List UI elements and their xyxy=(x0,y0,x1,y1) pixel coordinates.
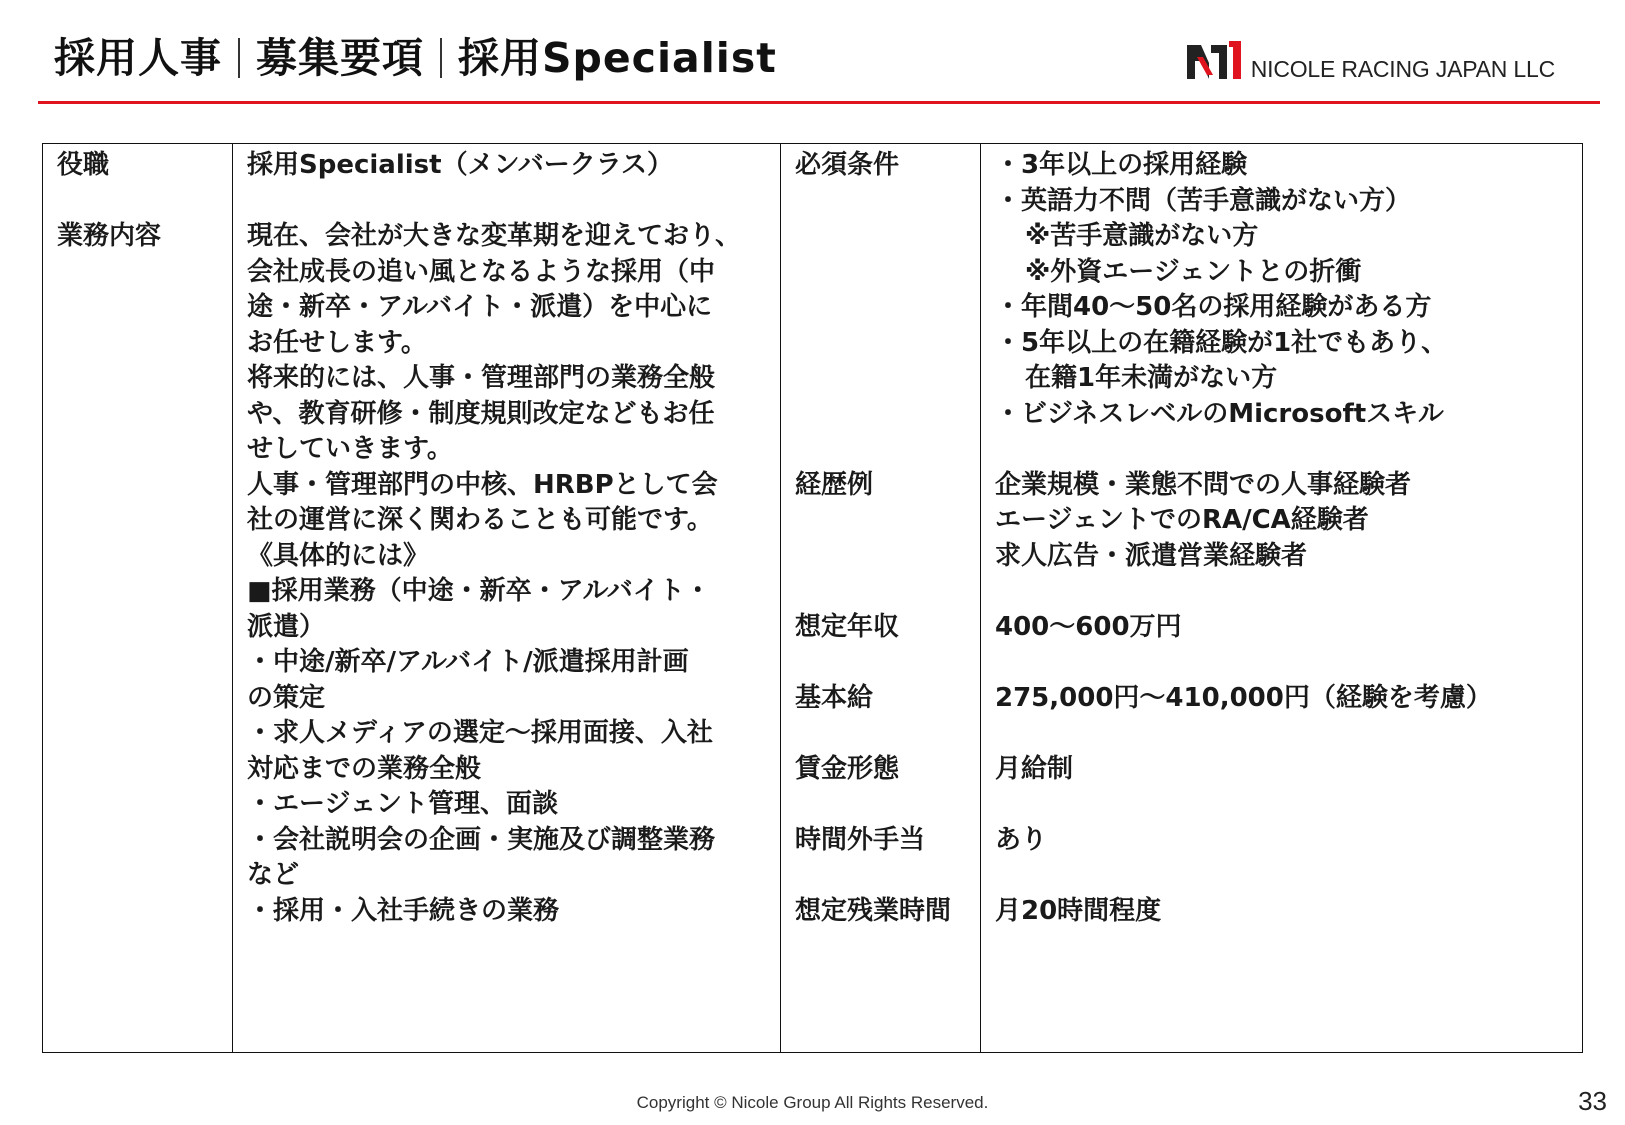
overtime-hours-label: 想定残業時間 xyxy=(795,895,952,926)
wage-type-value: 月給制 xyxy=(995,753,1074,784)
content-column-right xyxy=(981,144,1583,1053)
duties-line: や、教育研修・制度規則改定などもお任 xyxy=(247,398,715,429)
duties-text xyxy=(247,219,766,929)
role-label: 役職 xyxy=(57,150,110,180)
career-line: 求人広告・派遣営業経験者 xyxy=(995,540,1308,571)
duties-line: 人事・管理部門の中核、HRBPとして会 xyxy=(247,469,718,500)
company-logo xyxy=(1187,38,1555,83)
duties-line: の策定 xyxy=(247,682,326,713)
wage-type-label: 賃金形態 xyxy=(795,753,900,784)
requirement-line: ・年間40～50名の採用経験がある方 xyxy=(995,292,1432,322)
duties-label: 業務内容 xyxy=(57,221,162,251)
page-title xyxy=(54,30,777,86)
logo-text: NICOLE RACING JAPAN LLC xyxy=(1250,56,1555,82)
duties-line: 会社成長の追い風となるような採用（中 xyxy=(247,256,716,287)
base-salary-value: 275,000円～410,000円（経験を考慮） xyxy=(995,682,1492,713)
requirement-line: ※苦手意識がない方 xyxy=(1025,221,1259,251)
career-text xyxy=(995,468,1568,575)
duties-line: ・中途/新卒/アルバイト/派遣採用計画 xyxy=(247,647,689,677)
duties-line: 将来的には、人事・管理部門の業務全般 xyxy=(247,363,716,393)
requirement-line: ・3年以上の採用経験 xyxy=(995,150,1248,180)
duties-line: など xyxy=(247,860,300,890)
duties-line: ・採用・入社手続きの業務 xyxy=(247,895,560,926)
nicole-logo-icon xyxy=(1187,41,1241,81)
duties-line: 社の運営に深く関わることも可能です。 xyxy=(247,505,713,535)
duties-line: せしていきます。 xyxy=(247,434,453,464)
title-separator xyxy=(238,38,240,78)
duties-line: ・求人メディアの選定～採用面接、入社 xyxy=(247,718,713,748)
requirement-line: ・ビジネスレベルのMicrosoftスキル xyxy=(995,398,1444,429)
overtime-hours-value: 月20時間程度 xyxy=(995,895,1162,926)
title-separator xyxy=(440,38,442,78)
header-divider xyxy=(38,101,1600,104)
duties-line: ・エージェント管理、面談 xyxy=(247,789,558,819)
career-line: 企業規模・業態不問での人事経験者 xyxy=(995,469,1412,500)
career-label: 経歴例 xyxy=(795,469,874,500)
title-part-requirements: 募集要項 xyxy=(256,34,424,82)
title-part-position: 採用Specialist xyxy=(458,34,777,82)
page-number: 33 xyxy=(1578,1086,1607,1116)
overtime-label: 時間外手当 xyxy=(795,824,926,855)
duties-line: 派遣） xyxy=(247,611,326,642)
title-part-hr: 採用人事 xyxy=(54,34,222,82)
duties-line: お任せします。 xyxy=(247,327,427,358)
duties-line: ■採用業務（中途・新卒・アルバイト・ xyxy=(247,576,711,606)
overtime-value: あり xyxy=(995,824,1048,855)
requirements-label: 必須条件 xyxy=(795,150,900,180)
content-column xyxy=(233,144,781,1053)
requirements-text xyxy=(995,148,1568,432)
career-line: エージェントでのRA/CA経験者 xyxy=(995,505,1369,535)
requirement-line: 在籍1年未満がない方 xyxy=(1025,363,1278,393)
duties-line: 途・新卒・アルバイト・派遣）を中心に xyxy=(247,292,713,322)
role-value: 採用Specialist（メンバークラス） xyxy=(247,150,673,180)
duties-line: 対応までの業務全般 xyxy=(247,753,482,784)
job-spec-table xyxy=(42,143,1583,1053)
duties-line: 現在、会社が大きな変革期を迎えており、 xyxy=(247,221,742,251)
salary-value: 400～600万円 xyxy=(995,611,1182,642)
copyright-footer: Copyright © Nicole Group All Rights Reserved. xyxy=(636,1093,989,1112)
requirement-line: ・英語力不問（苦手意識がない方） xyxy=(995,185,1412,216)
salary-label: 想定年収 xyxy=(795,611,900,642)
label-column-right xyxy=(781,144,981,1053)
requirement-line: ・5年以上の在籍経験が1社でもあり、 xyxy=(995,327,1448,358)
duties-line: ・会社説明会の企画・実施及び調整業務 xyxy=(247,824,716,855)
requirement-line: ※外資エージェントとの折衝 xyxy=(1025,256,1362,287)
table-row xyxy=(43,144,1583,1053)
label-column xyxy=(43,144,233,1053)
duties-line: 《具体的には》 xyxy=(247,540,430,571)
base-salary-label: 基本給 xyxy=(795,682,874,713)
